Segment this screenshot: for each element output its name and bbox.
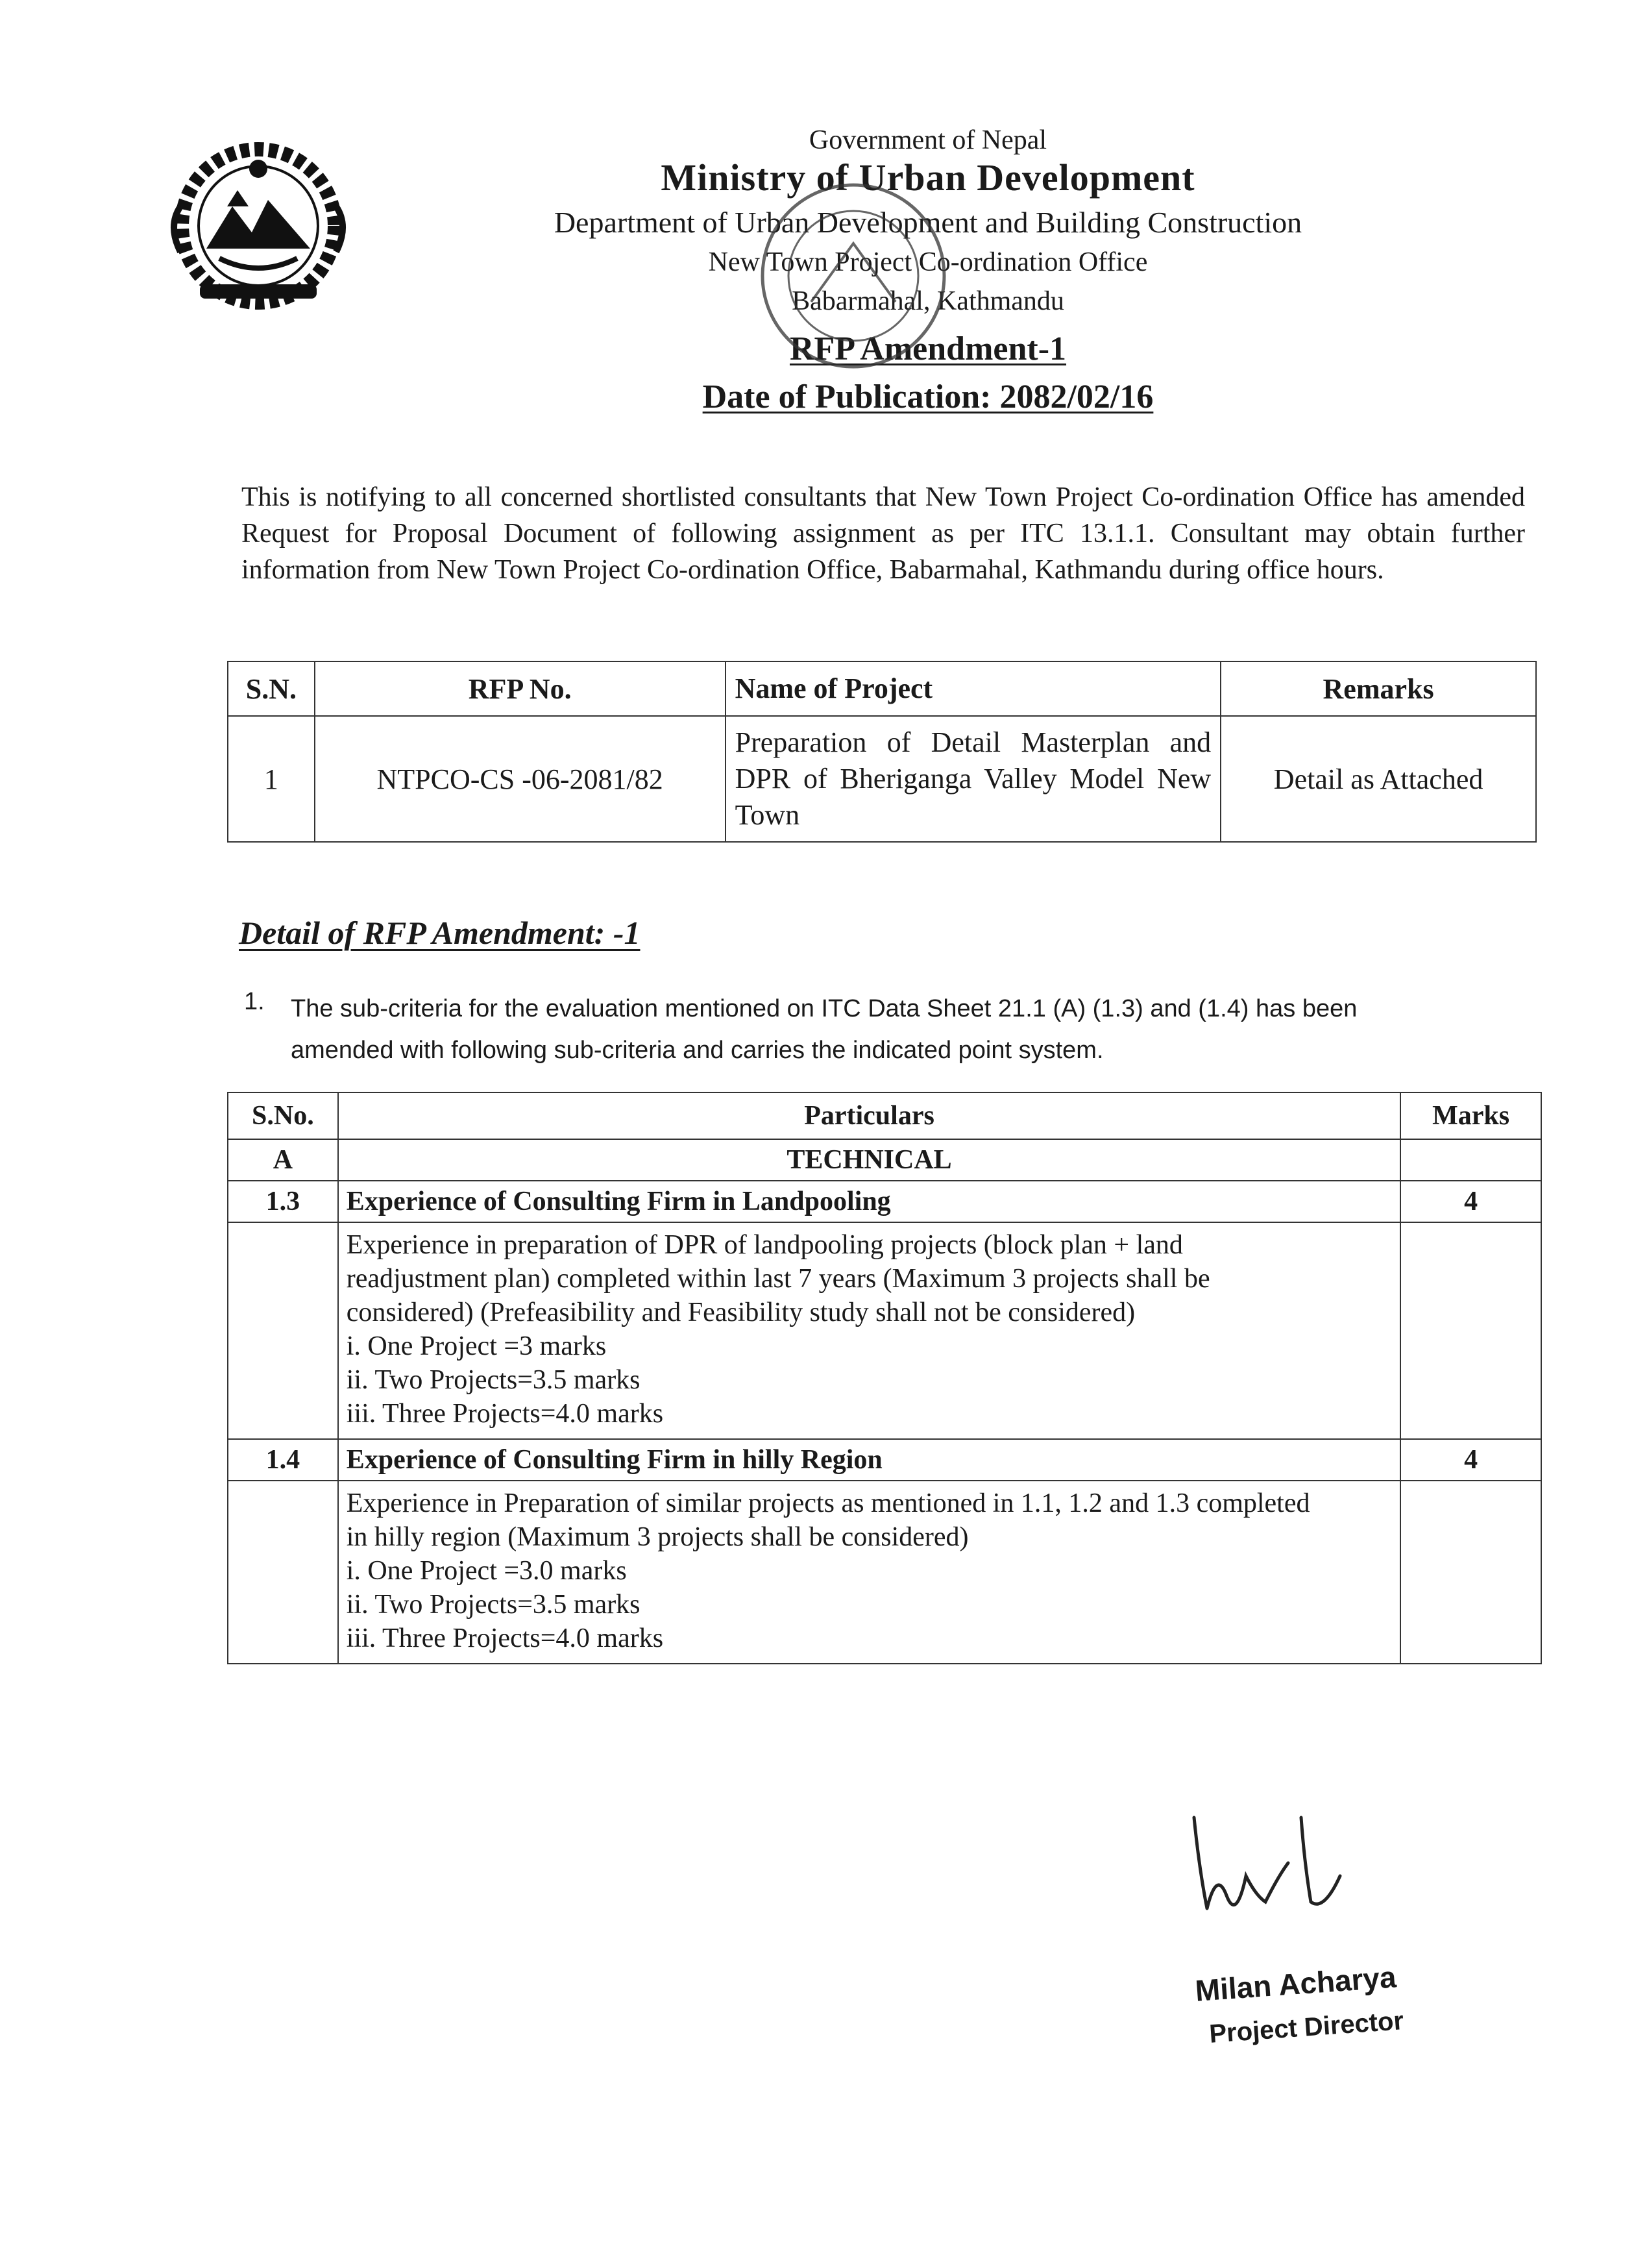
office-name: New Town Project Co-ordination Office [708, 247, 1148, 277]
rfp-cell-project: Preparation of Detail Masterplan and DPR of Bheriganga Valley Model New Town [726, 716, 1221, 842]
department-name: Department of Urban Development and Building Construction [554, 206, 1302, 239]
description-line: in hilly region (Maximum 3 projects shall be considered) [346, 1522, 969, 1552]
empty-cell [228, 1222, 338, 1439]
table-row [228, 716, 1536, 842]
table-row [228, 1181, 1541, 1222]
section-label: TECHNICAL [338, 1139, 1401, 1181]
criteria-table [227, 1092, 1542, 1664]
point-number: 1. [244, 988, 265, 1015]
description-line: Experience in Preparation of similar projects as mentioned in 1.1, 1.2 and 1.3 completed [346, 1488, 1310, 1518]
criterion-description [338, 1222, 1401, 1439]
criteria-col-particulars: Particulars [338, 1092, 1401, 1139]
rfp-col-remarks: Remarks [1221, 661, 1536, 716]
rfp-col-project: Name of Project [726, 661, 1221, 716]
rfp-cell-sn: 1 [228, 716, 315, 842]
criterion-description [338, 1481, 1401, 1664]
table-row [228, 1481, 1541, 1664]
rfp-cell-rfp-no: NTPCO-CS -06-2081/82 [315, 716, 726, 842]
ministry-name: Ministry of Urban Development [661, 156, 1195, 199]
table-row [228, 1139, 1541, 1181]
description-line: Experience in preparation of DPR of landpooling projects (block plan + land [346, 1230, 1183, 1260]
criterion-marks: 4 [1400, 1439, 1541, 1481]
point-text: The sub-criteria for the evaluation mentioned on ITC Data Sheet 21.1 (A) (1.3) and (1.4) has been amended with following sub-criteria and carries the indicated point system. [291, 995, 1358, 1064]
office-stamp-icon [746, 172, 960, 380]
publication-date [415, 378, 1441, 416]
description-line: i. One Project =3 marks [346, 1331, 607, 1361]
signatory-title: Project Director [1208, 2006, 1405, 2049]
rfp-col-rfp-no: RFP No. [315, 661, 726, 716]
description-line: ii. Two Projects=3.5 marks [346, 1590, 640, 1620]
criteria-col-marks: Marks [1400, 1092, 1541, 1139]
description-line: iii. Three Projects=4.0 marks [346, 1623, 664, 1653]
table-row [228, 1439, 1541, 1481]
description-line: readjustment plan) completed within last 7 years (Maximum 3 projects shall be [346, 1264, 1210, 1294]
empty-cell [1400, 1481, 1541, 1664]
detail-heading: Detail of RFP Amendment: -1 [239, 915, 640, 951]
criteria-header-row [228, 1092, 1541, 1139]
signatory-name: Milan Acharya [1194, 1960, 1398, 2008]
signature-icon [1181, 1798, 1376, 1941]
rfp-cell-remarks: Detail as Attached [1221, 716, 1536, 842]
section-marks [1400, 1139, 1541, 1181]
rfp-col-sn: S.N. [228, 661, 315, 716]
intro-paragraph: This is notifying to all concerned shortlisted consultants that New Town Project Co-ordination Office has amended Request for Proposal Document of following assignment as per ITC 13.1.1. Consultant may obtain further information from New Town Project Co-ordination Office, Babarmahal, Kathmandu during office hours. [241, 482, 1525, 585]
government-name: Government of Nepal [809, 125, 1047, 155]
criterion-marks: 4 [1400, 1181, 1541, 1222]
description-line: i. One Project =3.0 marks [346, 1556, 627, 1586]
government-emblem-icon [154, 129, 362, 323]
empty-cell [228, 1481, 338, 1664]
table-row [228, 1222, 1541, 1439]
description-line: iii. Three Projects=4.0 marks [346, 1399, 664, 1429]
criterion-code: 1.3 [228, 1181, 338, 1222]
criterion-code: 1.4 [228, 1439, 338, 1481]
criteria-col-sno: S.No. [228, 1092, 338, 1139]
empty-cell [1400, 1222, 1541, 1439]
amendment-title-text: RFP Amendment-1 [789, 330, 1067, 367]
publication-date-text: Date of Publication: 2082/02/16 [702, 378, 1154, 415]
rfp-table [227, 661, 1537, 843]
office-location: Babarmahal, Kathmandu [792, 286, 1064, 316]
criterion-title: Experience of Consulting Firm in hilly Region [338, 1439, 1401, 1481]
description-line: considered) (Prefeasibility and Feasibility study shall not be considered) [346, 1298, 1136, 1327]
section-code: A [228, 1139, 338, 1181]
criterion-title: Experience of Consulting Firm in Landpooling [338, 1181, 1401, 1222]
description-line: ii. Two Projects=3.5 marks [346, 1365, 640, 1395]
rfp-table-header-row [228, 661, 1536, 716]
